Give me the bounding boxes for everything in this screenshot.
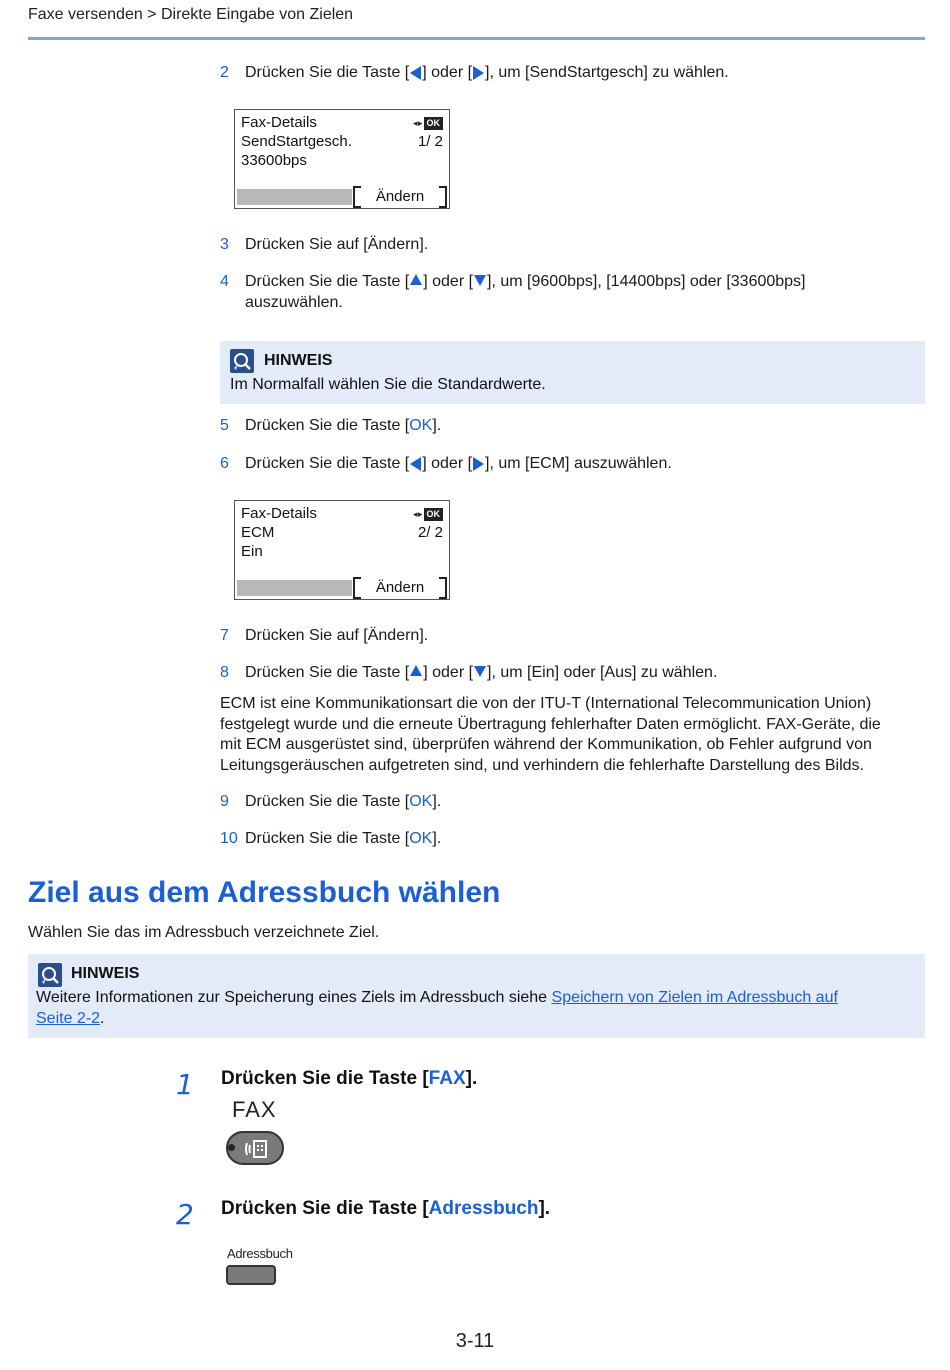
step-text: Drücken Sie auf [Ändern]. xyxy=(245,236,429,253)
step-3 xyxy=(220,235,885,255)
step-text: Drücken Sie die Taste [OK]. xyxy=(245,417,442,434)
triangle-right-icon xyxy=(473,457,484,471)
step-text: Drücken Sie die Taste [OK]. xyxy=(245,830,442,847)
step-8 xyxy=(220,663,885,683)
lcd-title: Fax-Details xyxy=(241,114,317,131)
triangle-right-icon xyxy=(473,66,484,80)
lcd-nav xyxy=(413,114,443,133)
section-intro: Wählen Sie das im Adressbuch verzeichnete Ziel. xyxy=(28,924,380,941)
step-7 xyxy=(220,626,885,646)
big-step-number: 2 xyxy=(176,1198,194,1231)
lcd-bar xyxy=(237,189,352,205)
step-number: 3 xyxy=(220,236,229,253)
page-number: 3-11 xyxy=(455,1330,495,1352)
step-text: Drücken Sie die Taste [ ] oder [ ], um [Ein] oder [Aus] zu wählen. xyxy=(245,664,718,681)
step-number: 7 xyxy=(220,627,229,644)
adressbuch-button[interactable] xyxy=(226,1265,276,1285)
hint-icon xyxy=(38,963,62,987)
left-right-arrows-icon: ◂ ▸ xyxy=(412,509,422,519)
step-text-line2: auszuwählen. xyxy=(245,294,343,311)
note-box xyxy=(220,341,925,404)
step-9 xyxy=(220,792,885,812)
cross-reference-link[interactable]: Speichern von Zielen im Adressbuch auf Seite 2-2 xyxy=(36,989,838,1027)
step-2 xyxy=(220,63,885,83)
triangle-left-icon xyxy=(410,457,421,471)
note-body: Weitere Informationen zur Speicherung eines Ziels im Adressbuch siehe Speichern von Zielen im Adressbuch auf Seite 2-2. xyxy=(36,989,838,1027)
ecm-paragraph: ECM ist eine Kommunikationsart die von der ITU-T (International Telecommunication Union) festgelegt wurde und die erneute Übertragung fehlerhafter Daten ermöglicht. FAX-Geräte, die mit ECM ausgerüstet sind, überprüfen während der Kommunikation, ob Fehler aufgrund von Leitungsgeräuschen aufgetreten sind, und verhindern die fehlerhafte Darstellung des Bilds. xyxy=(220,695,881,774)
lcd-row-label: ECM xyxy=(241,524,275,541)
triangle-left-icon xyxy=(410,66,421,80)
triangle-up-icon xyxy=(410,274,422,285)
step-number: 2 xyxy=(220,64,229,81)
ok-icon: OK xyxy=(424,117,444,130)
left-right-arrows-icon: ◂ ▸ xyxy=(412,118,422,128)
lcd-title: Fax-Details xyxy=(241,505,317,522)
step-text: Drücken Sie die Taste [ ] oder [ ], um [ECM] auszuwählen. xyxy=(245,455,672,472)
step-6 xyxy=(220,454,885,474)
lcd-row-label: SendStartgesch. xyxy=(241,133,352,150)
step-number: 6 xyxy=(220,455,229,472)
note-title: HINWEIS xyxy=(264,352,333,369)
triangle-up-icon xyxy=(410,665,422,676)
fax-key-label: FAX xyxy=(232,1097,277,1122)
fax-icon xyxy=(244,1138,270,1165)
ok-key-label: OK xyxy=(409,793,433,810)
softkey-aendern[interactable] xyxy=(353,186,447,206)
header-divider xyxy=(28,37,925,40)
lcd-screen-fax-details-1 xyxy=(234,109,450,209)
note-box xyxy=(28,954,925,1038)
breadcrumb: Faxe versenden > Direkte Eingabe von Zielen xyxy=(28,6,354,23)
step-text: Drücken Sie auf [Ändern]. xyxy=(245,627,429,644)
triangle-down-icon xyxy=(474,666,486,677)
step-text: Drücken Sie die Taste [ ] oder [ ], um [9600bps], [14400bps] oder [33600bps] xyxy=(245,273,806,290)
hint-icon xyxy=(230,349,254,373)
step-number: 8 xyxy=(220,664,229,681)
step-text: Drücken Sie die Taste [OK]. xyxy=(245,793,442,810)
lcd-page-indicator: 1/ 2 xyxy=(417,133,443,150)
softkey-label: Ändern xyxy=(375,579,425,596)
note-body: Im Normalfall wählen Sie die Standardwerte. xyxy=(230,376,546,393)
step-10 xyxy=(220,829,885,849)
step-number: 5 xyxy=(220,417,229,434)
lcd-page-indicator: 2/ 2 xyxy=(417,524,443,541)
step-number: 10 xyxy=(220,830,238,847)
triangle-down-icon xyxy=(474,275,486,286)
fax-key-name: FAX xyxy=(428,1068,466,1089)
big-step-number: 1 xyxy=(176,1068,194,1101)
softkey-label: Ändern xyxy=(375,188,425,205)
lcd-row-value: 33600bps xyxy=(241,152,307,169)
step-number: 4 xyxy=(220,273,229,290)
ok-key-label: OK xyxy=(409,417,433,434)
ok-key-label: OK xyxy=(409,830,433,847)
step-text: Drücken Sie die Taste [ ] oder [ ], um [SendStartgesch] zu wählen. xyxy=(245,64,729,81)
step-number: 9 xyxy=(220,793,229,810)
fax-led-indicator xyxy=(228,1144,235,1151)
adressbuch-key-label: Adressbuch xyxy=(227,1246,293,1261)
big-step-text: Drücken Sie die Taste [FAX]. xyxy=(221,1068,478,1089)
lcd-screen-fax-details-2 xyxy=(234,500,450,600)
lcd-nav xyxy=(413,505,443,524)
step-4 xyxy=(220,272,885,313)
softkey-aendern[interactable] xyxy=(353,577,447,597)
ok-icon: OK xyxy=(424,508,444,521)
step-5 xyxy=(220,416,885,436)
big-step-text: Drücken Sie die Taste [Adressbuch]. xyxy=(221,1198,551,1219)
section-title: Ziel aus dem Adressbuch wählen xyxy=(28,876,501,909)
adressbuch-key-name: Adressbuch xyxy=(428,1198,539,1219)
lcd-row-value: Ein xyxy=(241,543,263,560)
note-title: HINWEIS xyxy=(71,965,140,982)
lcd-bar xyxy=(237,580,352,596)
